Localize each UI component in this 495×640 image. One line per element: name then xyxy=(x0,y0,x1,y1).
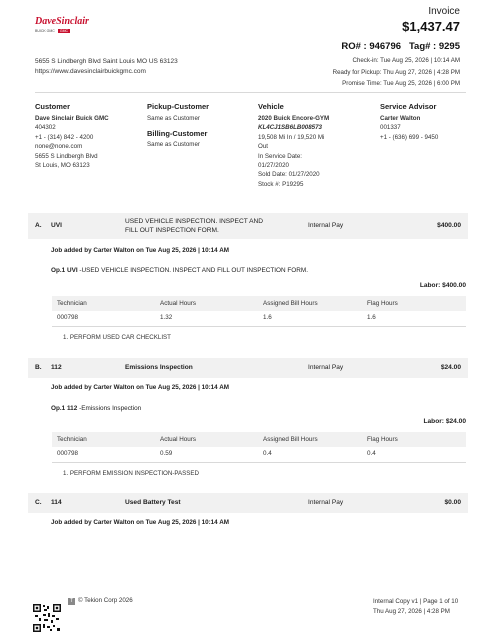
pickup-value: Same as Customer xyxy=(147,115,200,122)
logo-badge: GMC xyxy=(59,29,69,33)
job-added-by: Job added by Carter Walton on Tue Aug 25, 2026 | 10:14 AM xyxy=(51,247,229,254)
vehicle-heading: Vehicle xyxy=(258,102,284,111)
job-header xyxy=(28,493,468,513)
job-header xyxy=(28,358,468,378)
billing-value: Same as Customer xyxy=(147,141,200,149)
job-amount: $24.00 xyxy=(440,364,461,371)
customer-id: 404302 xyxy=(35,124,56,132)
job-letter: C. xyxy=(35,499,42,506)
operation-desc: -Emissions Inspection xyxy=(77,405,142,412)
col-assigned-hours: Assigned Bill Hours xyxy=(263,436,318,443)
promise-time: Promise Time: Tue Aug 25, 2026 | 6:00 PM xyxy=(342,80,460,87)
operation-line xyxy=(51,405,141,412)
job-code: 112 xyxy=(51,364,62,371)
technician-id: 000798 xyxy=(57,314,79,321)
customer-phone: +1 - (314) 842 - 4200 xyxy=(35,133,94,141)
header-divider xyxy=(35,92,466,93)
checkin-time: Check-in: Tue Aug 25, 2026 | 10:14 AM xyxy=(352,57,460,64)
pickup-section xyxy=(147,102,247,150)
vehicle-miles: 19,508 Mi In / 19,520 Mi xyxy=(258,133,325,141)
assigned-hours: 0.4 xyxy=(263,450,272,457)
job-pay-type: Internal Pay xyxy=(308,499,344,506)
table-row xyxy=(52,312,466,324)
advisor-section xyxy=(380,102,470,142)
job-added-by: Job added by Carter Walton on Tue Aug 25, 2026 | 10:14 AM xyxy=(51,384,229,391)
dealer-address: 5655 S Lindbergh Blvd Saint Louis MO US 63123 xyxy=(35,58,178,65)
billing-heading: Billing-Customer xyxy=(147,129,208,139)
sold-date: Sold Date: 01/27/2020 xyxy=(258,171,320,179)
assigned-hours: 1.6 xyxy=(263,314,272,321)
job-title: Emissions Inspection xyxy=(125,364,193,371)
logo-brand: DaveSinclair xyxy=(35,16,89,27)
labor-total: Labor: $24.00 xyxy=(423,418,466,425)
job-note: 1. PERFORM EMISSION INSPECTION-PASSED xyxy=(63,470,200,477)
vehicle-section xyxy=(258,102,368,189)
col-technician: Technician xyxy=(57,436,87,443)
job-pay-type: Internal Pay xyxy=(308,222,344,229)
footer-copyright: © Tekion Corp 2026 xyxy=(78,597,133,604)
operation-desc: -USED VEHICLE INSPECTION. INSPECT AND FILL OUT INSPECTION FORM. xyxy=(77,267,308,274)
actual-hours: 0.59 xyxy=(160,450,173,457)
hours-table-header xyxy=(52,432,466,447)
labor-total: Labor: $400.00 xyxy=(419,282,466,289)
col-assigned-hours: Assigned Bill Hours xyxy=(263,300,318,307)
advisor-phone: +1 - (636) 699 - 9450 xyxy=(380,133,439,141)
invoice-total: $1,437.47 xyxy=(402,19,460,34)
col-actual-hours: Actual Hours xyxy=(160,436,197,443)
job-letter: A. xyxy=(35,222,42,229)
customer-section xyxy=(35,102,140,170)
operation-code: Op.1 112 xyxy=(51,405,78,412)
pickup-heading: Pickup-Customer xyxy=(147,102,210,111)
col-actual-hours: Actual Hours xyxy=(160,300,197,307)
job-added-by: Job added by Carter Walton on Tue Aug 25, 2026 | 10:14 AM xyxy=(51,519,229,526)
in-service-date: 01/27/2020 xyxy=(258,162,289,170)
dealer-logo xyxy=(35,16,89,45)
actual-hours: 1.32 xyxy=(160,314,173,321)
customer-city: St Louis, MO 63123 xyxy=(35,162,90,170)
vehicle-name: 2020 Buick Encore-GYM xyxy=(258,115,330,122)
hours-table-header xyxy=(52,296,466,311)
job-code: 114 xyxy=(51,499,62,506)
dealer-address-block xyxy=(35,57,178,76)
footer-page-info xyxy=(373,597,458,616)
job-amount: $400.00 xyxy=(437,222,461,229)
footer-printed-time: Thu Aug 27, 2026 | 4:28 PM xyxy=(373,607,450,615)
flag-hours: 1.6 xyxy=(367,314,376,321)
job-amount: $0.00 xyxy=(444,499,461,506)
invoice-times xyxy=(333,55,460,90)
advisor-id: 001337 xyxy=(380,124,401,132)
job-pay-type: Internal Pay xyxy=(308,364,344,371)
operation-code: Op.1 UVI xyxy=(51,267,78,274)
ro-tag-number: RO# : 946796 Tag# : 9295 xyxy=(341,41,460,52)
in-service-label: In Service Date: xyxy=(258,152,303,160)
advisor-name: Carter Walton xyxy=(380,115,421,122)
tekion-logo-icon: T xyxy=(69,598,74,604)
row-divider xyxy=(52,462,466,463)
stock-number: Stock #: P19295 xyxy=(258,180,304,188)
dealer-website: https://www.davesinclairbuickgmc.com xyxy=(35,67,146,75)
job-header xyxy=(28,213,468,239)
vehicle-vin: KL4CJ1SB6LB008573 xyxy=(258,124,322,132)
job-letter: B. xyxy=(35,364,42,371)
customer-heading: Customer xyxy=(35,102,71,111)
col-flag-hours: Flag Hours xyxy=(367,300,398,307)
customer-email: none@none.com xyxy=(35,143,83,151)
col-technician: Technician xyxy=(57,300,87,307)
qr-code-icon xyxy=(33,604,61,632)
vehicle-miles-out: Out xyxy=(258,143,268,151)
job-title-line2: FILL OUT INSPECTION FORM. xyxy=(125,226,219,234)
job-title-line1: USED VEHICLE INSPECTION. INSPECT AND xyxy=(125,218,264,225)
job-note: 1. PERFORM USED CAR CHECKLIST xyxy=(63,334,171,341)
customer-name: Dave Sinclair Buick GMC xyxy=(35,115,109,122)
col-flag-hours: Flag Hours xyxy=(367,436,398,443)
flag-hours: 0.4 xyxy=(367,450,376,457)
row-divider xyxy=(52,326,466,327)
advisor-heading: Service Advisor xyxy=(380,102,437,111)
operation-line xyxy=(51,267,308,274)
job-title: Used Battery Test xyxy=(125,499,181,506)
footer-copy-page: Internal Copy v1 | Page 1 of 10 xyxy=(373,598,459,605)
customer-street: 5655 S Lindbergh Blvd xyxy=(35,152,98,160)
job-code: UVI xyxy=(51,222,62,229)
technician-id: 000798 xyxy=(57,450,79,457)
logo-sub: BUICK GMC xyxy=(35,29,55,33)
ready-time: Ready for Pickup: Thu Aug 27, 2026 | 4:28 PM xyxy=(332,68,460,76)
table-row xyxy=(52,448,466,460)
invoice-label: Invoice xyxy=(428,6,460,17)
